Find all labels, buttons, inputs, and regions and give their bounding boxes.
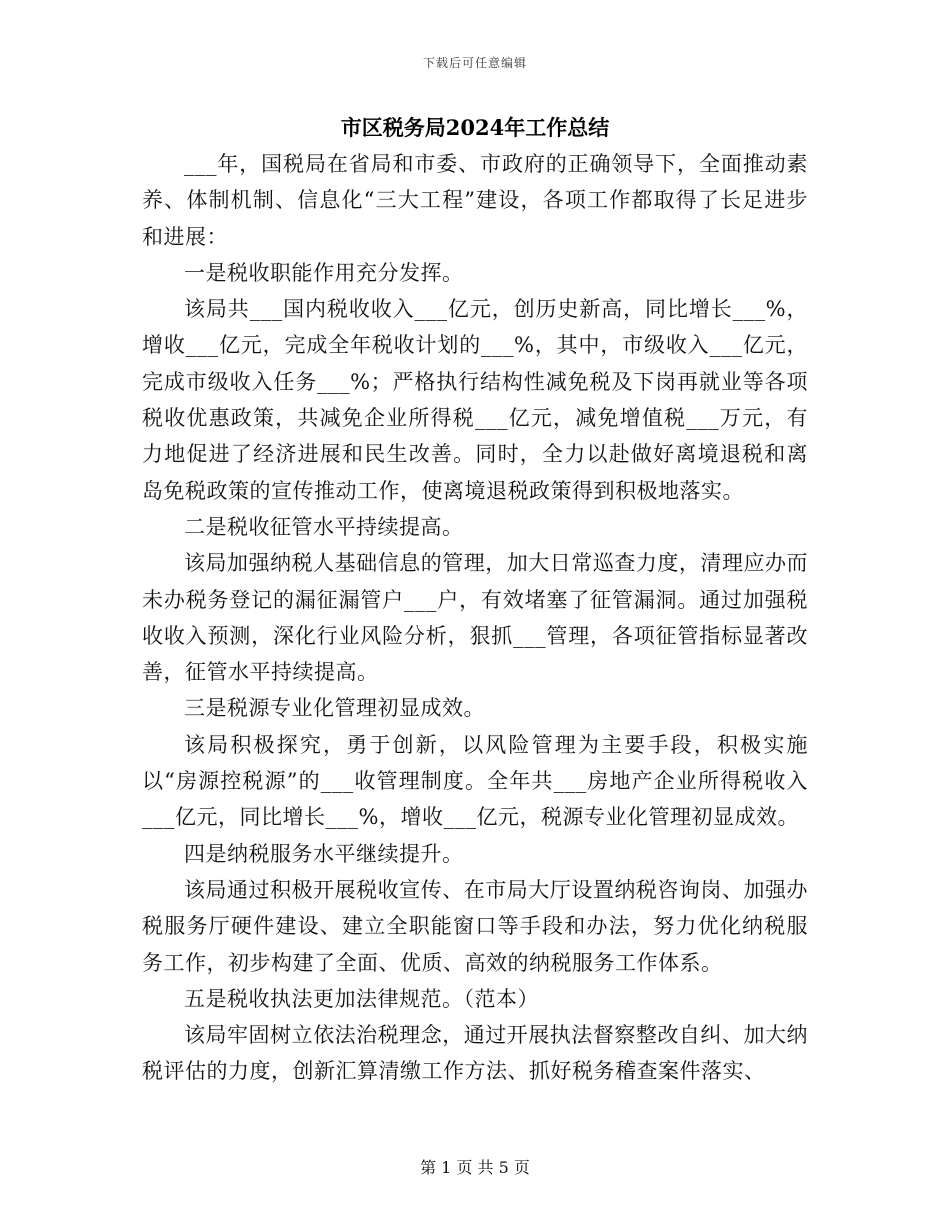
paragraph-3: 该局积极探究，勇于创新，以风险管理为主要手段，积极实施以“房源控税源”的___收管理制度。全年共___房地产企业所得税收入___亿元，同比增长___%，增收___亿元，税源专业化管理初显成效。 (142, 732, 808, 830)
section-heading-2: 二是税收征管水平持续提高。 (184, 514, 464, 539)
section-heading-3: 三是税源专业化管理初显成效。 (184, 696, 485, 721)
paragraph-4: 该局通过积极开展税收宣传、在市局大厅设置纳税咨询岗、加强办税服务厅硬件建设、建立全职能窗口等手段和办法，努力优化纳税服务工作，初步构建了全面、优质、高效的纳税服务工作体系。 (142, 877, 808, 975)
section-heading-1: 一是税收职能作用充分发挥。 (184, 260, 464, 285)
document-body (142, 146, 808, 1090)
paragraph-1: 该局共___国内税收收入___亿元，创历史新高，同比增长___%，增收___亿元，完成全年税收计划的___%，其中，市级收入___亿元，完成市级收入任务___%；严格执行结构性减免税及下岗再就业等各项税收优惠政策，共减免企业所得税___亿元，减免增值税___万元，有力地促进了经济进展和民生改善。同时，全力以赴做好离境退税和离岛免税政策的宣传推动工作，使离境退税政策得到积极地落实。 (142, 297, 808, 503)
section-heading-4: 四是纳税服务水平继续提升。 (184, 841, 464, 866)
page-number: 第 1 页 共 5 页 (420, 1158, 530, 1177)
paragraph-5: 该局牢固树立依法治税理念，通过开展执法督察整改自纠、加大纳税评估的力度，创新汇算清缴工作方法、抓好税务稽查案件落实、 (142, 1023, 808, 1084)
section-heading-5: 五是税收执法更加法律规范。（范本） (184, 986, 539, 1011)
document-title: 市区税务局2024年工作总结 (340, 115, 610, 140)
header-note: 下载后可任意编辑 (422, 56, 527, 70)
paragraph-2: 该局加强纳税人基础信息的管理，加大日常巡查力度，清理应办而未办税务登记的漏征漏管户___户，有效堵塞了征管漏洞。通过加强税收收入预测，深化行业风险分析，狠抓___管理，各项征管指标显著改善，征管水平持续提高。 (142, 551, 808, 685)
paragraph-intro: ___年，国税局在省局和市委、市政府的正确领导下，全面推动素养、体制机制、信息化“三大工程”建设，各项工作都取得了长足进步和进展： (142, 152, 808, 249)
